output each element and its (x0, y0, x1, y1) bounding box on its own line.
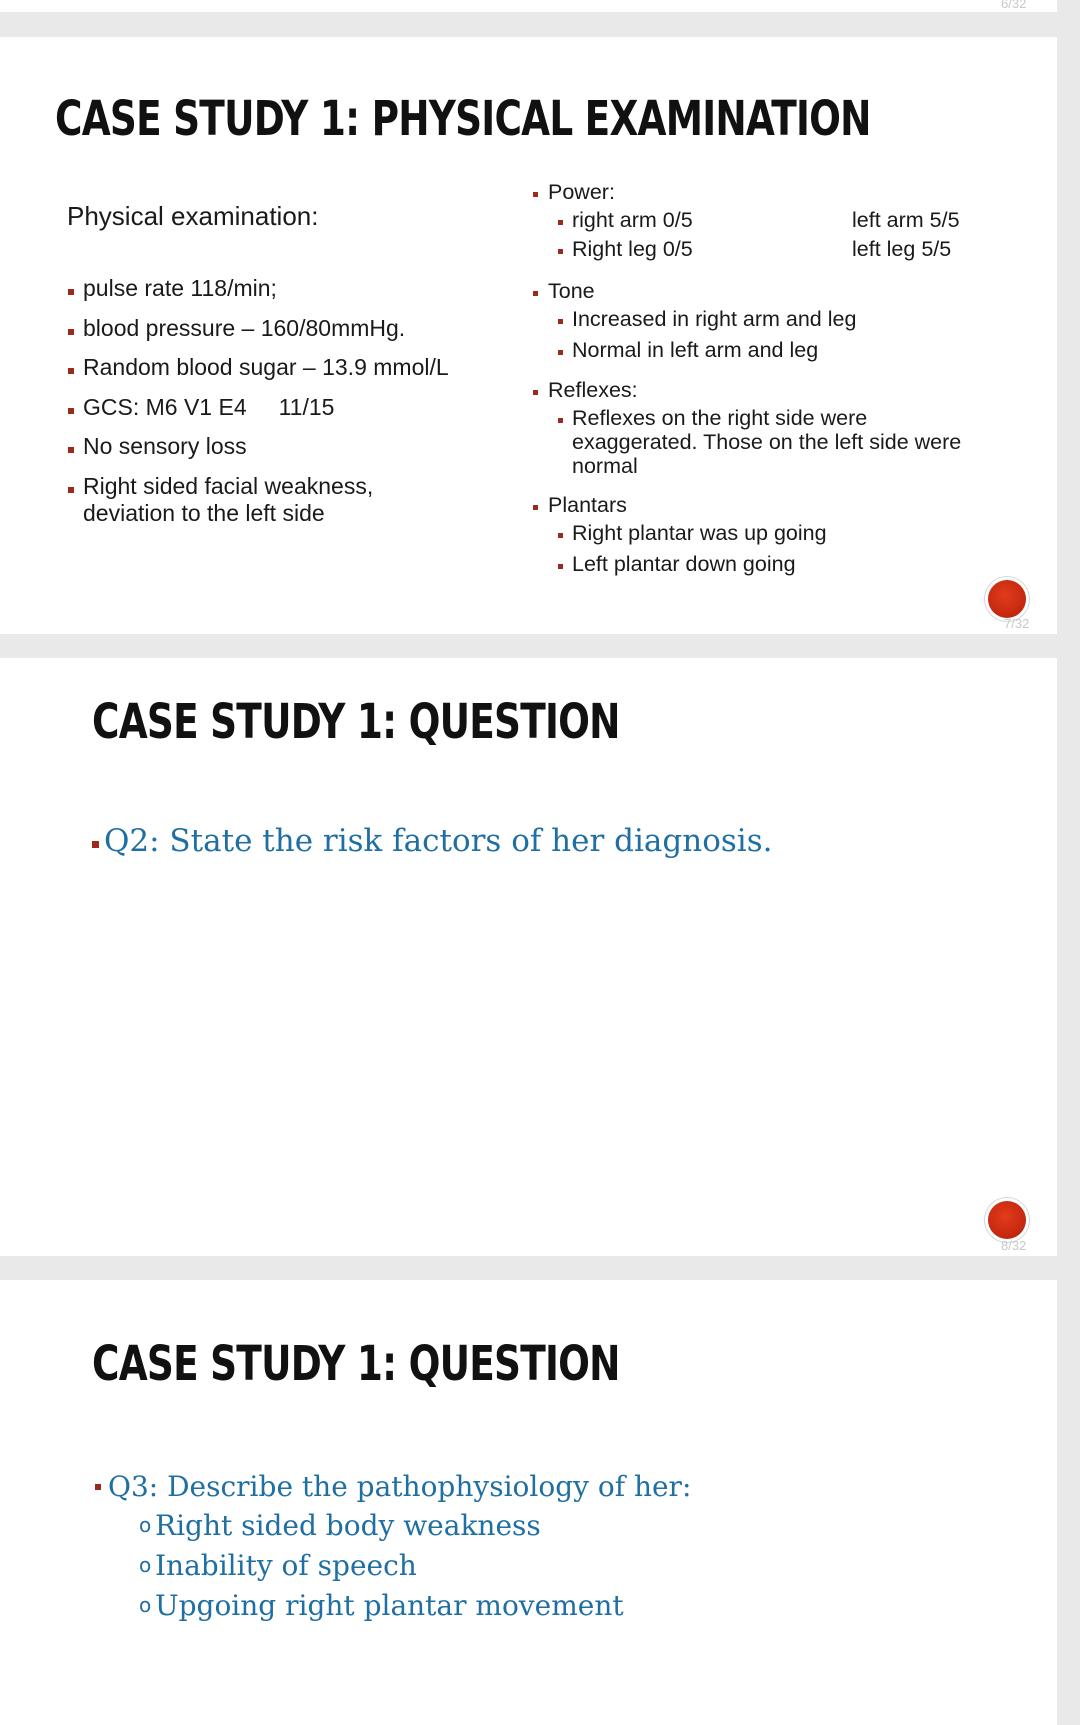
bullet (68, 408, 74, 414)
bullet (558, 220, 563, 225)
bullet (558, 418, 563, 423)
bullet (68, 329, 74, 335)
question-text: Q2: State the risk factors of her diagnosis. (104, 823, 773, 859)
bullet (558, 350, 563, 355)
bullet (92, 841, 99, 848)
page-number: 8/32 (1001, 1238, 1027, 1253)
slide-title: CASE STUDY 1: QUESTION (92, 1336, 620, 1392)
top-strip (0, 0, 1057, 12)
bullet (68, 289, 74, 295)
question-text: Q3: Describe the pathophysiology of her: (108, 1470, 692, 1503)
list-item: Random blood sugar – 13.9 mmol/L (83, 354, 449, 380)
sub-item: Upgoing right plantar movement (155, 1589, 624, 1622)
power-left-leg: left leg 5/5 (852, 237, 952, 261)
reflexes-line: exaggerated. Those on the left side were (572, 430, 962, 454)
plantars-item: Right plantar was up going (572, 521, 827, 545)
list-item: No sensory loss (83, 433, 247, 459)
list-item-continuation: deviation to the left side (83, 500, 325, 526)
plantars-item: Left plantar down going (572, 552, 796, 576)
bullet (68, 447, 74, 453)
power-label: Power: (548, 180, 615, 204)
circle-bullet-icon: o (139, 1553, 152, 1577)
reflexes-line: normal (572, 454, 638, 478)
slide-title: CASE STUDY 1: QUESTION (92, 694, 620, 750)
reflexes-line: Reflexes on the right side were (572, 406, 868, 430)
tone-label: Tone (548, 279, 595, 303)
slide-question-2 (0, 658, 1057, 1256)
bullet (68, 368, 74, 374)
list-item: GCS: M6 V1 E4 11/15 (83, 394, 335, 420)
sub-item: Right sided body weakness (155, 1509, 541, 1542)
slide-title: CASE STUDY 1: PHYSICAL EXAMINATION (55, 91, 871, 147)
slide-question-3 (0, 1280, 1057, 1725)
bullet (533, 192, 538, 197)
bullet (95, 1484, 101, 1490)
list-item: blood pressure – 160/80mmHg. (83, 315, 406, 341)
slide-marker-icon (988, 580, 1026, 618)
slide-physical-examination (0, 37, 1057, 634)
bullet (533, 390, 538, 395)
page-number: 7/32 (1004, 616, 1030, 631)
reflexes-label: Reflexes: (548, 378, 638, 402)
bullet (68, 487, 74, 493)
power-right-leg: Right leg 0/5 (572, 237, 693, 261)
bullet (558, 533, 563, 538)
power-right-arm: right arm 0/5 (572, 208, 693, 232)
power-left-arm: left arm 5/5 (852, 208, 960, 232)
tone-item: Normal in left arm and leg (572, 338, 819, 362)
circle-bullet-icon: o (139, 1513, 152, 1537)
page-number-top: 6/32 (1001, 0, 1027, 11)
bullet (558, 249, 563, 254)
slide-marker-icon (988, 1201, 1026, 1239)
list-item: Right sided facial weakness, (83, 473, 374, 499)
plantars-label: Plantars (548, 493, 627, 517)
circle-bullet-icon: o (139, 1593, 152, 1617)
left-heading: Physical examination: (67, 201, 319, 231)
bullet (558, 564, 563, 569)
bullet (533, 505, 538, 510)
tone-item: Increased in right arm and leg (572, 307, 857, 331)
list-item: pulse rate 118/min; (83, 275, 277, 301)
bullet (533, 291, 538, 296)
bullet (558, 319, 563, 324)
sub-item: Inability of speech (155, 1549, 417, 1582)
